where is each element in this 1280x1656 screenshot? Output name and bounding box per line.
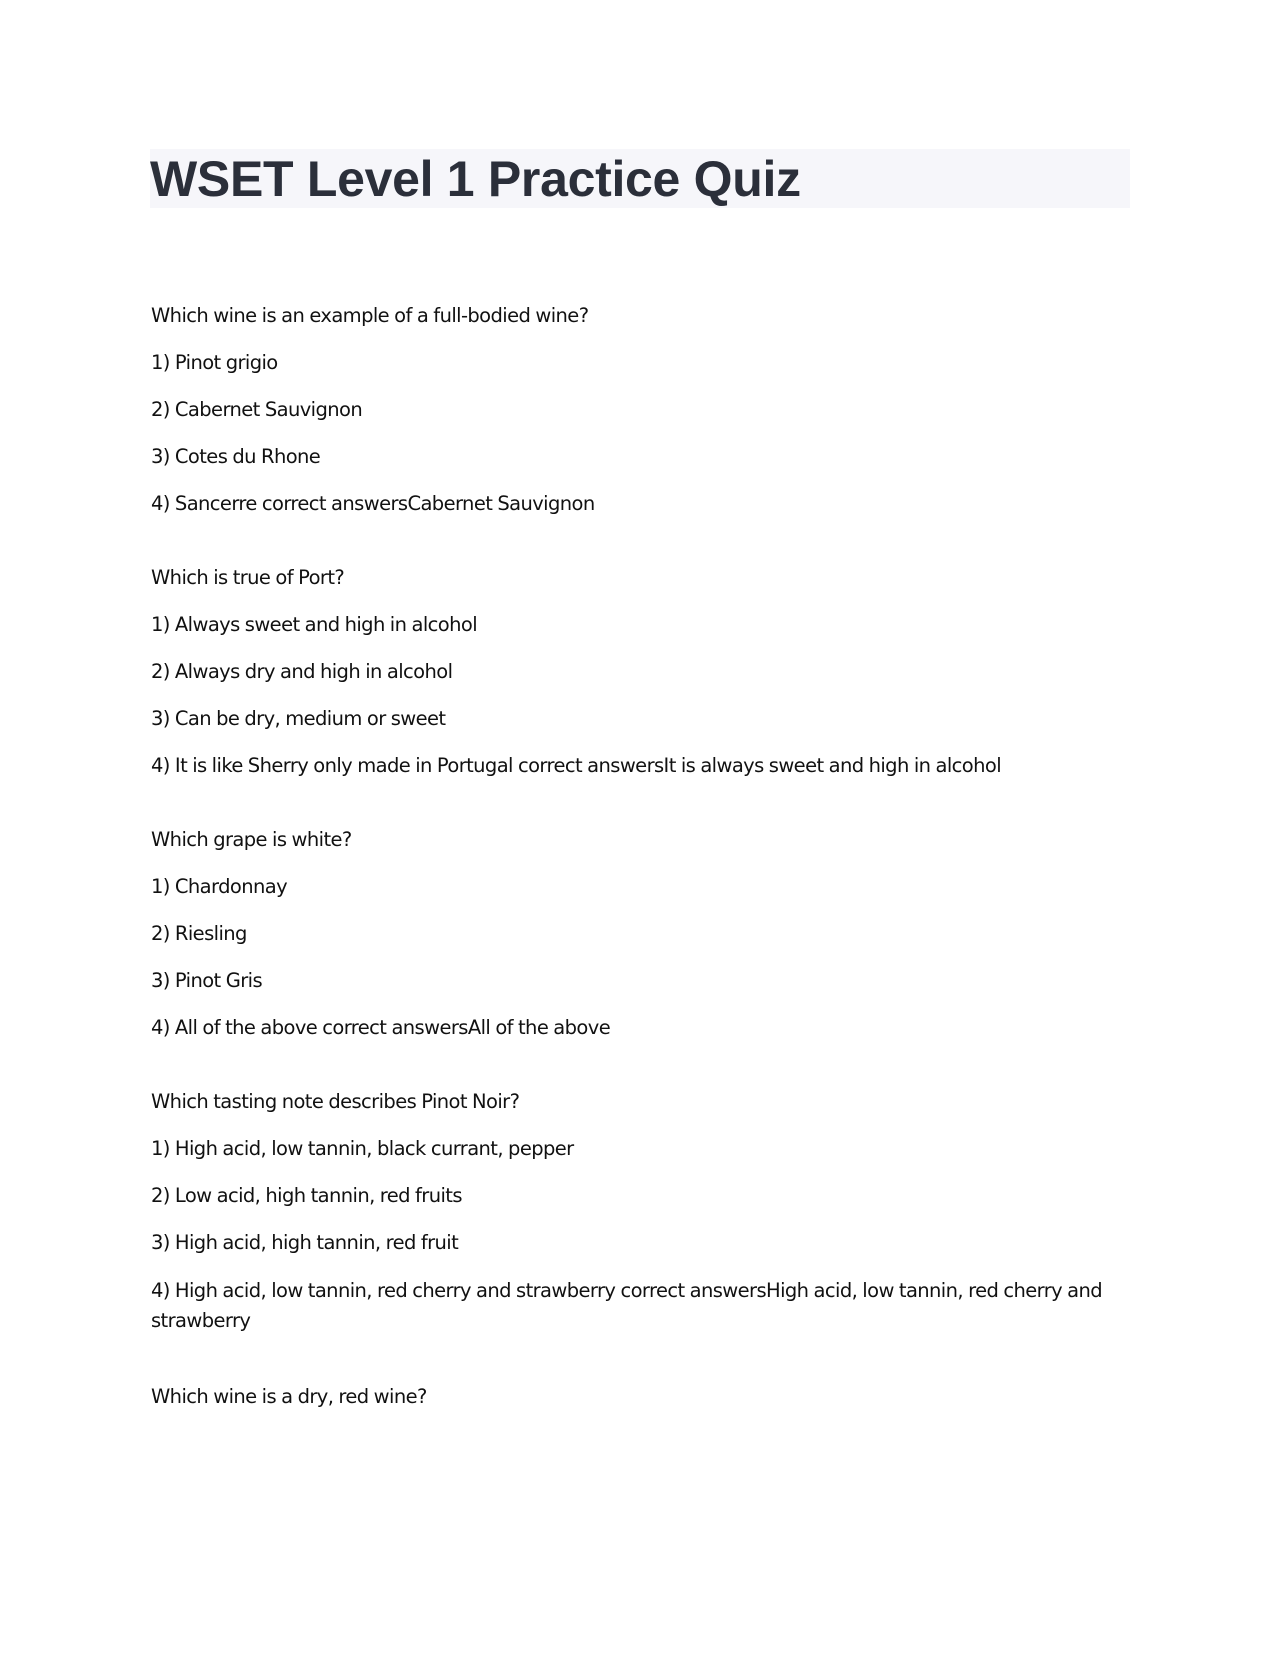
question-block-2: [151, 564, 1131, 779]
quiz-content: [151, 302, 1131, 1457]
answer-option: 1) High acid, low tannin, black currant, pepper: [151, 1137, 574, 1160]
title-block: [150, 149, 1130, 208]
question-text: Which wine is an example of a full-bodied wine?: [151, 304, 589, 327]
question-text: Which tasting note describes Pinot Noir?: [151, 1090, 520, 1113]
question-block-3: [151, 826, 1131, 1041]
answer-option: 2) Low acid, high tannin, red fruits: [151, 1184, 462, 1207]
answer-option: 3) Cotes du Rhone: [151, 445, 321, 468]
answer-option: 2) Always dry and high in alcohol: [151, 660, 453, 683]
question-block-1: [151, 302, 1131, 517]
answer-option: 4) High acid, low tannin, red cherry and strawberry correct answersHigh acid, low tannin, red cherry and strawberry: [151, 1279, 1103, 1332]
question-text: Which wine is a dry, red wine?: [151, 1385, 427, 1408]
answer-option: 4) It is like Sherry only made in Portugal correct answersIt is always sweet and high in alcohol: [151, 754, 1002, 777]
answer-option: 4) All of the above correct answersAll of the above: [151, 1016, 611, 1039]
question-text: Which grape is white?: [151, 828, 352, 851]
question-block-5: [151, 1383, 1131, 1410]
answer-option: 2) Cabernet Sauvignon: [151, 398, 363, 421]
answer-option: 1) Chardonnay: [151, 875, 288, 898]
page-title: WSET Level 1 Practice Quiz: [150, 151, 801, 207]
answer-option: 4) Sancerre correct answersCabernet Sauvignon: [151, 492, 595, 515]
question-block-4: [151, 1088, 1131, 1336]
answer-option: 1) Pinot grigio: [151, 351, 278, 374]
answer-option: 3) Pinot Gris: [151, 969, 262, 992]
answer-option: 3) Can be dry, medium or sweet: [151, 707, 446, 730]
question-text: Which is true of Port?: [151, 566, 345, 589]
answer-option: 3) High acid, high tannin, red fruit: [151, 1231, 459, 1254]
answer-option: 1) Always sweet and high in alcohol: [151, 613, 478, 636]
answer-option: 2) Riesling: [151, 922, 247, 945]
